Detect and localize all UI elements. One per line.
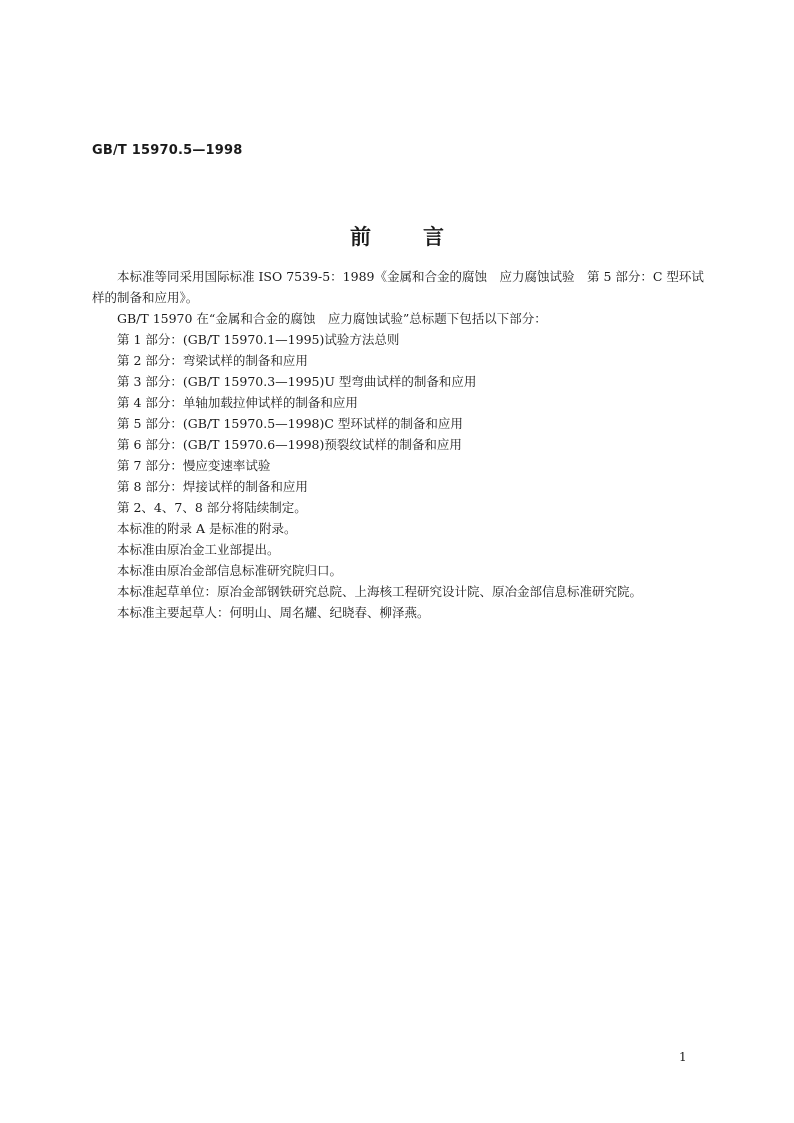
foreword-body — [92, 266, 712, 623]
part-list-item: 第 8 部分：焊接试样的制备和应用 — [117, 479, 308, 494]
part-list-item: 第 2 部分：弯梁试样的制备和应用 — [117, 353, 308, 368]
title-char-1: 前 — [350, 225, 371, 249]
part-list-item: 第 7 部分：慢应变速率试验 — [117, 458, 271, 473]
part-list-item: 第 1 部分：(GB/T 15970.1—1995)试验方法总则 — [117, 332, 400, 347]
part-list-item: 第 6 部分：(GB/T 15970.6—1998)预裂纹试样的制备和应用 — [117, 437, 462, 452]
paragraph-adoption: 本标准等同采用国际标准 ISO 7539-5：1989《金属和合金的腐蚀 应力腐蚀试验 第 5 部分：C 型环试样的制备和应用》。 — [92, 269, 704, 305]
paragraph-drafters: 本标准主要起草人：何明山、周名耀、纪晓春、柳泽燕。 — [117, 605, 430, 620]
paragraph-pending-parts: 第 2、4、7、8 部分将陆续制定。 — [117, 500, 307, 515]
part-list-item: 第 4 部分：单轴加载拉伸试样的制备和应用 — [117, 395, 358, 410]
title-char-2: 言 — [423, 225, 444, 249]
part-list-item: 第 5 部分：(GB/T 15970.5—1998)C 型环试样的制备和应用 — [117, 416, 463, 431]
paragraph-drafting-units: 本标准起草单位：原冶金部钢铁研究总院、上海核工程研究设计院、原冶金部信息标准研究院。 — [117, 584, 643, 599]
standard-code: GB/T 15970.5—1998 — [92, 143, 243, 158]
page-title — [0, 221, 794, 251]
paragraph-proposed-by: 本标准由原冶金工业部提出。 — [117, 542, 280, 557]
paragraph-series-intro: GB/T 15970 在“金属和合金的腐蚀 应力腐蚀试验”总标题下包括以下部分： — [117, 311, 547, 326]
paragraph-centralized-by: 本标准由原冶金部信息标准研究院归口。 — [117, 563, 343, 578]
page-number: 1 — [679, 1050, 687, 1064]
part-list-item: 第 3 部分：(GB/T 15970.3—1995)U 型弯曲试样的制备和应用 — [117, 374, 477, 389]
paragraph-appendix: 本标准的附录 A 是标准的附录。 — [117, 521, 297, 536]
